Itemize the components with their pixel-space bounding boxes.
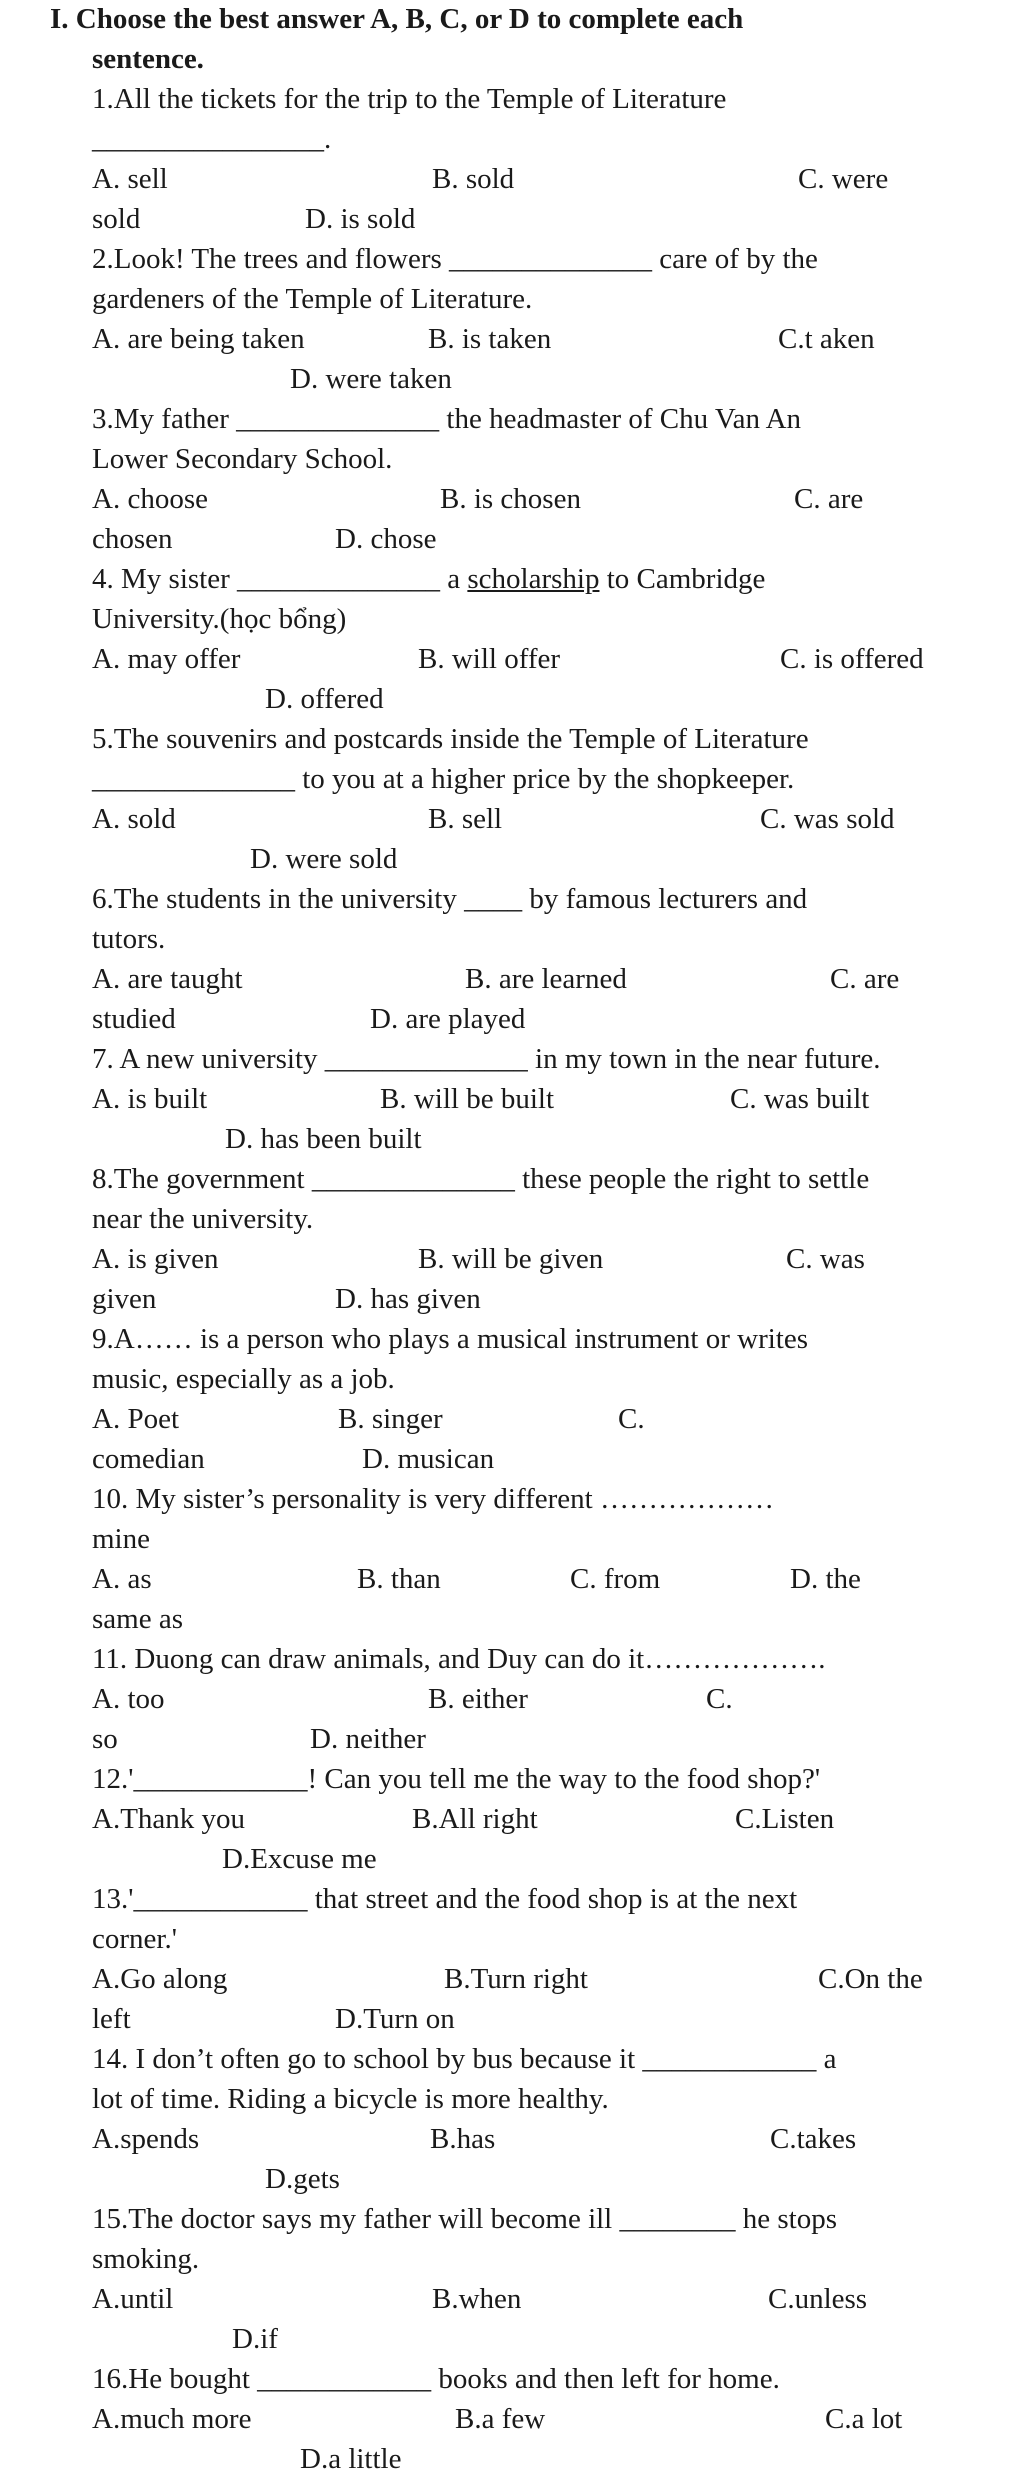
question-1-option-c-cont: sold [92,203,141,235]
question-10-line-1: 10. My sister’s personality is very different ……………… [92,1483,774,1515]
question-11-option-d: D. neither [310,1723,426,1755]
question-2-option-d: D. were taken [290,363,452,395]
question-9-option-d: D. musican [362,1443,495,1475]
question-6-option-c-cont: studied [92,1003,176,1035]
question-6-option-a: A. are taught [92,963,243,995]
question-11-option-a: A. too [92,1683,165,1715]
question-14-option-d: D.gets [265,2163,340,2195]
question-16-option-a: A.much more [92,2403,252,2435]
question-2-line-1: 2.Look! The trees and flowers ______________ care of by the [92,243,818,275]
question-11-option-c-cont: so [92,1723,118,1755]
question-3-line-1: 3.My father ______________ the headmaster of Chu Van An [92,403,802,435]
question-14-option-c: C.takes [770,2123,857,2155]
question-2-option-b: B. is taken [428,323,552,355]
question-6-line-1: 6.The students in the university ____ by famous lecturers and [92,883,808,915]
question-11-option-b: B. either [428,1683,528,1715]
question-16-option-b: B.a few [455,2403,546,2435]
question-15-option-b: B.when [432,2283,522,2315]
question-10-option-c: C. from [570,1563,661,1595]
question-4-option-d: D. offered [265,683,384,715]
question-8-line-2: near the university. [92,1203,314,1235]
question-8-option-a: A. is given [92,1243,219,1275]
question-4-text-end: to Cambridge [599,563,766,595]
question-3-option-c-cont: chosen [92,523,173,555]
question-4-option-c: C. is offered [780,643,924,675]
question-1-option-b: B. sold [432,163,515,195]
question-8-option-b: B. will be given [418,1243,604,1275]
question-4-underlined-word: scholarship [467,563,600,595]
question-6-option-d: D. are played [370,1003,526,1035]
question-5-line-2: ______________ to you at a higher price by the shopkeeper. [92,763,795,795]
question-6-option-c: C. are [830,963,900,995]
question-16-option-d: D.a little [300,2443,402,2475]
question-14-line-2: lot of time. Riding a bicycle is more healthy. [92,2083,609,2115]
question-1-option-c: C. were [798,163,889,195]
question-7-line-1: 7. A new university ______________ in my town in the near future. [92,1043,881,1075]
question-5-option-a: A. sold [92,803,176,835]
question-11-line-1: 11. Duong can draw animals, and Duy can do it………………. [92,1643,826,1675]
question-4-line-2: University.(học bổng) [92,603,347,635]
question-12-option-c: C.Listen [735,1803,835,1835]
question-15-line-2: smoking. [92,2243,200,2275]
question-5-option-b: B. sell [428,803,503,835]
question-15-option-a: A.until [92,2283,174,2315]
question-8-option-c-cont: given [92,1283,157,1315]
question-6-line-2: tutors. [92,923,166,955]
question-9-option-c-cont: comedian [92,1443,205,1475]
question-7-option-a: A. is built [92,1083,208,1115]
question-12-option-b: B.All right [412,1803,538,1835]
question-15-option-d: D.if [232,2323,278,2355]
question-1-line-2: ________________. [92,123,332,155]
question-12-line-1: 12.'____________! Can you tell me the way to the food shop?' [92,1763,821,1795]
question-15-line-1: 15.The doctor says my father will become ill ________ he stops [92,2203,837,2235]
question-3-line-2: Lower Secondary School. [92,443,393,475]
question-2-option-c: C.t aken [778,323,875,355]
question-9-option-b: B. singer [338,1403,443,1435]
question-10-option-a: A. as [92,1563,152,1595]
question-11-option-c: C. [706,1683,733,1715]
question-14-option-b: B.has [430,2123,496,2155]
question-2-line-2: gardeners of the Temple of Literature. [92,283,533,315]
question-3-option-c: C. are [794,483,864,515]
question-14-line-1: 14. I don’t often go to school by bus because it ____________ a [92,2043,837,2075]
question-8-option-d: D. has given [335,1283,481,1315]
question-9-line-2: music, especially as a job. [92,1363,395,1395]
question-14-option-a: A.spends [92,2123,200,2155]
question-3-option-a: A. choose [92,483,208,515]
question-13-option-c-cont: left [92,2003,131,2035]
question-6-option-b: B. are learned [465,963,627,995]
question-9-option-c: C. [618,1403,645,1435]
question-10-option-b: B. than [357,1563,441,1595]
question-8-option-c: C. was [786,1243,865,1275]
question-7-option-d: D. has been built [225,1123,422,1155]
question-5-line-1: 5.The souvenirs and postcards inside the Temple of Literature [92,723,809,755]
section-title-line-1: I. Choose the best answer A, B, C, or D to complete each [50,3,744,35]
question-9-option-a: A. Poet [92,1403,179,1435]
question-4-line-1 [92,560,765,598]
question-13-line-2: corner.' [92,1923,177,1955]
question-1-option-a: A. sell [92,163,168,195]
question-4-text-start: 4. My sister ______________ a [92,563,468,595]
question-9-line-1: 9.A…… is a person who plays a musical instrument or writes [92,1323,809,1355]
question-5-option-c: C. was sold [760,803,895,835]
question-7-option-b: B. will be built [380,1083,554,1115]
question-4-option-b: B. will offer [418,643,561,675]
question-13-option-a: A.Go along [92,1963,228,1995]
question-5-option-d: D. were sold [250,843,398,875]
question-8-line-1: 8.The government ______________ these people the right to settle [92,1163,870,1195]
question-4-option-a: A. may offer [92,643,241,675]
question-1-line-1: 1.All the tickets for the trip to the Temple of Literature [92,83,727,115]
question-7-option-c: C. was built [730,1083,870,1115]
section-title-line-2: sentence. [92,43,204,75]
question-10-option-d: D. the [790,1563,861,1595]
question-16-line-1: 16.He bought ____________ books and then left for home. [92,2363,780,2395]
question-3-option-d: D. chose [335,523,437,555]
question-12-option-a: A.Thank you [92,1803,246,1835]
question-12-option-d: D.Excuse me [222,1843,377,1875]
question-10-line-2: mine [92,1523,150,1555]
question-3-option-b: B. is chosen [440,483,581,515]
question-13-option-c: C.On the [818,1963,923,1995]
question-2-option-a: A. are being taken [92,323,305,355]
question-13-option-b: B.Turn right [444,1963,588,1995]
question-16-option-c: C.a lot [825,2403,903,2435]
question-13-line-1: 13.'____________ that street and the food shop is at the next [92,1883,798,1915]
question-15-option-c: C.unless [768,2283,868,2315]
question-10-option-d-cont: same as [92,1603,183,1635]
question-1-option-d: D. is sold [305,203,416,235]
question-13-option-d: D.Turn on [335,2003,455,2035]
